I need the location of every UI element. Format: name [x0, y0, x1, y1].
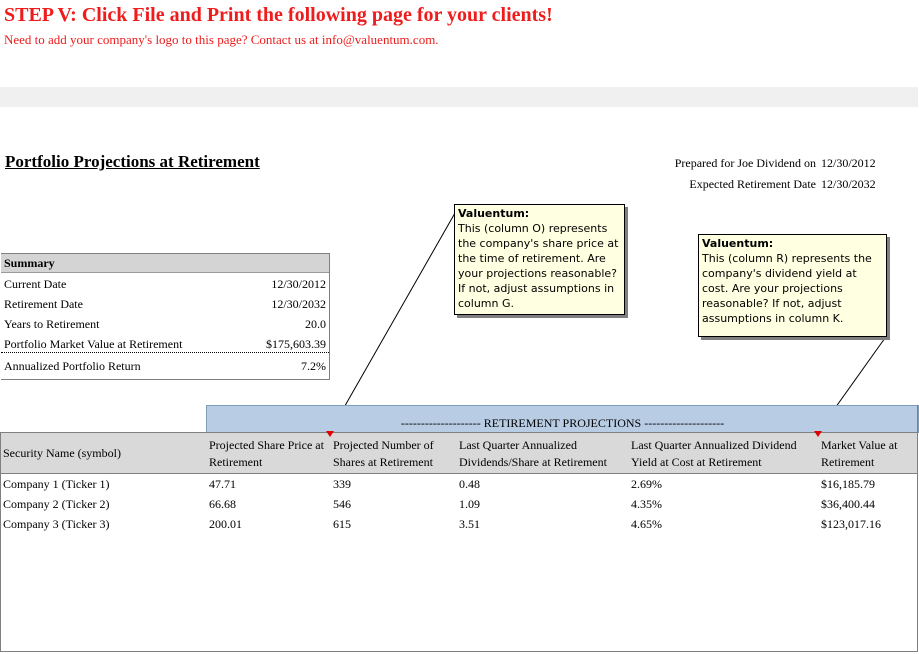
comment-arrow-line-1: [330, 213, 455, 432]
comment-text: This (column R) represents the company's dividend yield at cost. Are your projections reasonable? If not, adjust assumptions in column K.: [702, 252, 872, 325]
step-subtitle: Need to add your company's logo to this page? Contact us at info@valuentum.com.: [4, 32, 439, 47]
step-title: STEP V: Click File and Print the following page for your clients!: [4, 4, 553, 26]
column-header-share-price: Projected Share Price at Retirement: [209, 438, 324, 469]
table-cell: 339: [333, 477, 351, 491]
table-cell: Company 1 (Ticker 1): [3, 477, 110, 491]
table-cell: 200.01: [209, 517, 242, 531]
table-cell: Company 3 (Ticker 3): [3, 517, 110, 531]
table-border-bottom: [0, 651, 918, 652]
comment-indicator-icon[interactable]: [814, 431, 822, 437]
table-cell: 4.65%: [631, 517, 662, 531]
table-cell: 1.09: [459, 497, 480, 511]
table-cell: 615: [333, 517, 351, 531]
column-header-dividends: Last Quarter Annualized Dividends/Share at Retirement: [459, 438, 607, 469]
column-header-market-value: Market Value at Retirement: [821, 438, 898, 469]
table-cell: 3.51: [459, 517, 480, 531]
summary-label: Portfolio Market Value at Retirement: [4, 337, 183, 351]
table-cell: $123,017.16: [821, 517, 881, 531]
summary-label: Retirement Date: [4, 297, 83, 311]
retirement-projections-band: [206, 405, 919, 433]
table-header: [0, 432, 918, 474]
summary-value: 20.0: [305, 317, 326, 331]
table-cell: $36,400.44: [821, 497, 875, 511]
table-cell: 4.35%: [631, 497, 662, 511]
table-cell: 2.69%: [631, 477, 662, 491]
column-header-shares: Projected Number of Shares at Retirement: [333, 438, 434, 469]
prepared-for-date: 12/30/2012: [821, 156, 876, 170]
table-cell: Company 2 (Ticker 2): [3, 497, 110, 511]
comment-author: Valuentum:: [458, 207, 530, 220]
table-cell: $16,185.79: [821, 477, 875, 491]
page-title: Portfolio Projections at Retirement: [5, 152, 260, 171]
retirement-projections-label: -------------------- RETIREMENT PROJECTIONS --------------------: [400, 416, 725, 430]
table-cell: 0.48: [459, 477, 480, 491]
summary-value: 12/30/2032: [271, 297, 326, 311]
summary-label: Years to Retirement: [4, 317, 100, 331]
table-cell: 66.68: [209, 497, 236, 511]
expected-retirement-label: Expected Retirement Date: [689, 177, 816, 191]
column-header-yield: Last Quarter Annualized Dividend Yield at Cost at Retirement: [631, 438, 797, 469]
summary-header-label: Summary: [4, 256, 55, 270]
table-border-left: [0, 432, 1, 652]
comment-text: This (column O) represents the company's share price at the time of retirement. Are your projections reasonable? If not, adjust assumptions in column G.: [458, 222, 619, 310]
prepared-for-label: Prepared for Joe Dividend on: [674, 156, 816, 170]
summary-value: 12/30/2012: [271, 277, 326, 291]
expected-retirement-date: 12/30/2032: [821, 177, 876, 191]
summary-value: $175,603.39: [266, 337, 326, 351]
comment-author: Valuentum:: [702, 237, 774, 250]
table-border-right: [917, 405, 918, 652]
comment-note-price[interactable]: [454, 204, 625, 315]
comment-indicator-icon[interactable]: [326, 431, 334, 437]
summary-label: Annualized Portfolio Return: [4, 359, 141, 373]
summary-label: Current Date: [4, 277, 67, 291]
table-cell: 47.71: [209, 477, 236, 491]
comment-note-yield[interactable]: [698, 234, 887, 337]
summary-value: 7.2%: [301, 359, 326, 373]
table-cell: 546: [333, 497, 351, 511]
column-header-security: Security Name (symbol): [3, 446, 121, 460]
